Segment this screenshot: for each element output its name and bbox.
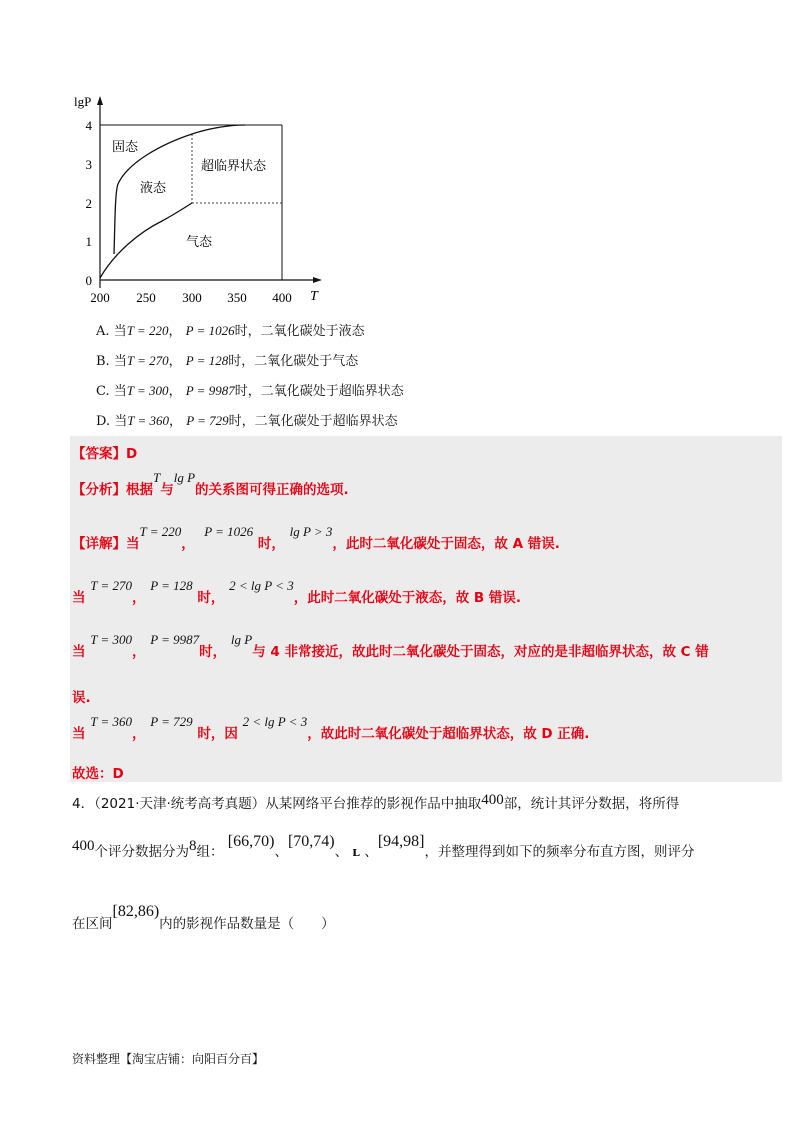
choice-text: ， <box>169 414 183 429</box>
region-solid-label: 固态 <box>112 139 139 154</box>
region-liquid-label: 液态 <box>140 180 167 195</box>
y-tick-3: 3 <box>85 157 92 172</box>
detail-text: 时， <box>199 644 227 660</box>
y-tick-4: 4 <box>85 118 92 133</box>
y-tick-2: 2 <box>85 196 92 211</box>
analysis-line <box>72 470 349 498</box>
question-math: 8 <box>189 838 197 854</box>
x-tick-350: 350 <box>227 290 247 305</box>
region-supercritical-label: 超临界状态 <box>201 158 267 173</box>
question-text: 、 <box>364 844 378 860</box>
analysis-math: lg P <box>173 470 196 485</box>
choice-text: ， <box>168 384 182 399</box>
choice-text: 当 <box>113 354 127 369</box>
x-tick-400: 400 <box>272 290 292 305</box>
choice-letter: A. <box>96 324 110 339</box>
detail-line-3-wrap: 误. <box>72 690 91 706</box>
detail-text: ， <box>131 590 146 606</box>
y-axis-label: lgP <box>74 94 92 109</box>
detail-math: 2 < lg P < 3 <box>229 578 294 593</box>
choice-text: 时，二氧化碳处于气态 <box>228 354 359 369</box>
x-axis-arrow <box>313 277 322 283</box>
choice-text: 当 <box>113 324 127 339</box>
detail-math: T = 360 <box>90 714 132 729</box>
choice-math: P = 128 <box>185 353 229 368</box>
x-tick-200: 200 <box>90 290 110 305</box>
detail-text: 【详解】当 <box>72 536 140 552</box>
detail-text: ，故此时二氧化碳处于超临界状态，故 D 正确. <box>307 726 590 742</box>
detail-line-2 <box>72 578 522 606</box>
phase-diagram <box>70 92 340 312</box>
choice-math: T = 270 <box>126 353 169 368</box>
choice-letter: C. <box>96 384 110 399</box>
question-text: 组： <box>196 844 224 860</box>
detail-line-1 <box>72 524 560 552</box>
question-4-line-3 <box>72 903 335 933</box>
choice-math: P = 1026 <box>185 323 235 338</box>
question-4-line-2 <box>72 833 695 861</box>
choice-text: 时，二氧化碳处于超临界状态 <box>234 384 404 399</box>
choice-math: T = 360 <box>127 413 170 428</box>
detail-math: T = 220 <box>139 524 182 539</box>
question-text: 内的影视作品数量是（ ） <box>159 916 335 932</box>
detail-text: ， <box>181 536 195 552</box>
detail-text: 时， <box>257 536 285 552</box>
detail-text: 当 <box>72 644 86 660</box>
question-text: 、 <box>274 844 288 860</box>
detail-math: P = 1026 <box>204 524 254 539</box>
detail-text: ， <box>131 644 146 660</box>
detail-text: 与 4 非常接近，故此时二氧化碳处于固态，对应的是非超临界状态，故 C 错 <box>252 644 709 660</box>
detail-math: lg P > 3 <box>289 524 333 539</box>
analysis-math: T <box>153 470 161 485</box>
choice-math: T = 300 <box>126 383 169 398</box>
question-4-line-1 <box>72 792 679 813</box>
conclusion: 故选：D <box>72 766 124 782</box>
interval: [66,70) <box>227 833 275 850</box>
interval: [70,74) <box>287 833 335 850</box>
x-axis-label: T <box>310 289 318 304</box>
choice-b <box>96 350 358 369</box>
choice-d <box>96 410 398 429</box>
choice-math: T = 220 <box>126 323 169 338</box>
y-tick-0: 0 <box>85 273 92 288</box>
detail-text: 时， <box>197 590 225 606</box>
answer-label: 【答案】D <box>72 446 138 462</box>
detail-text: 当 <box>72 726 86 742</box>
question-text: 个评分数据分为 <box>94 844 189 860</box>
analysis-text: 的关系图可得正确的选项. <box>195 482 349 498</box>
detail-math: T = 270 <box>90 578 132 593</box>
detail-line-4 <box>72 714 590 742</box>
choice-letter: D. <box>96 414 111 429</box>
detail-math: 2 < lg P < 3 <box>242 714 308 729</box>
detail-text: 当 <box>72 590 86 606</box>
choice-c <box>96 380 404 399</box>
choice-text: ， <box>168 354 182 369</box>
question-text: 4．（2021·天津·统考高考真题）从某网络平台推荐的影视作品中抽取 <box>72 796 482 812</box>
detail-text: 时，因 <box>197 726 238 742</box>
y-axis-arrow <box>97 96 103 105</box>
question-text: 部，统计其评分数据，将所得 <box>503 796 680 812</box>
detail-math: lg P <box>230 632 253 647</box>
detail-math: P = 729 <box>150 714 193 729</box>
interval: [82,86) <box>112 903 160 920</box>
detail-text: ， <box>131 726 146 742</box>
question-math: 400 <box>72 838 95 854</box>
detail-math: T = 300 <box>90 632 132 647</box>
choice-math: P = 729 <box>186 413 229 428</box>
y-tick-1: 1 <box>85 234 92 249</box>
choice-a <box>96 320 365 339</box>
choice-text: ， <box>168 324 182 339</box>
detail-math: P = 128 <box>150 578 193 593</box>
page-footer: 资料整理【淘宝店铺：向阳百分百】 <box>72 1052 265 1066</box>
detail-text: ，此时二氧化碳处于液态，故 B 错误. <box>293 590 522 606</box>
x-tick-300: 300 <box>182 290 202 305</box>
question-text: 、 <box>334 844 349 860</box>
ellipsis-symbol: ʟ <box>352 844 361 860</box>
detail-text: ，此时二氧化碳处于固态，故 A 错误. <box>332 536 560 552</box>
analysis-text: 与 <box>160 482 174 498</box>
region-gas-label: 气态 <box>186 234 213 249</box>
choice-text: 当 <box>113 384 127 399</box>
detail-line-3 <box>72 632 709 660</box>
question-math: 400 <box>481 792 504 808</box>
choice-text: 当 <box>114 414 128 429</box>
choice-math: P = 9987 <box>185 383 235 398</box>
question-text: ，并整理得到如下的频率分布直方图，则评分 <box>424 844 695 860</box>
choice-letter: B. <box>96 354 110 369</box>
x-tick-250: 250 <box>136 290 156 305</box>
analysis-text: 【分析】根据 <box>72 482 153 498</box>
choice-text: 时，二氧化碳处于超临界状态 <box>228 414 398 429</box>
interval: [94,98] <box>377 833 425 850</box>
choice-text: 时，二氧化碳处于液态 <box>234 324 365 339</box>
question-text: 在区间 <box>72 916 113 932</box>
detail-math: P = 9987 <box>150 632 200 647</box>
